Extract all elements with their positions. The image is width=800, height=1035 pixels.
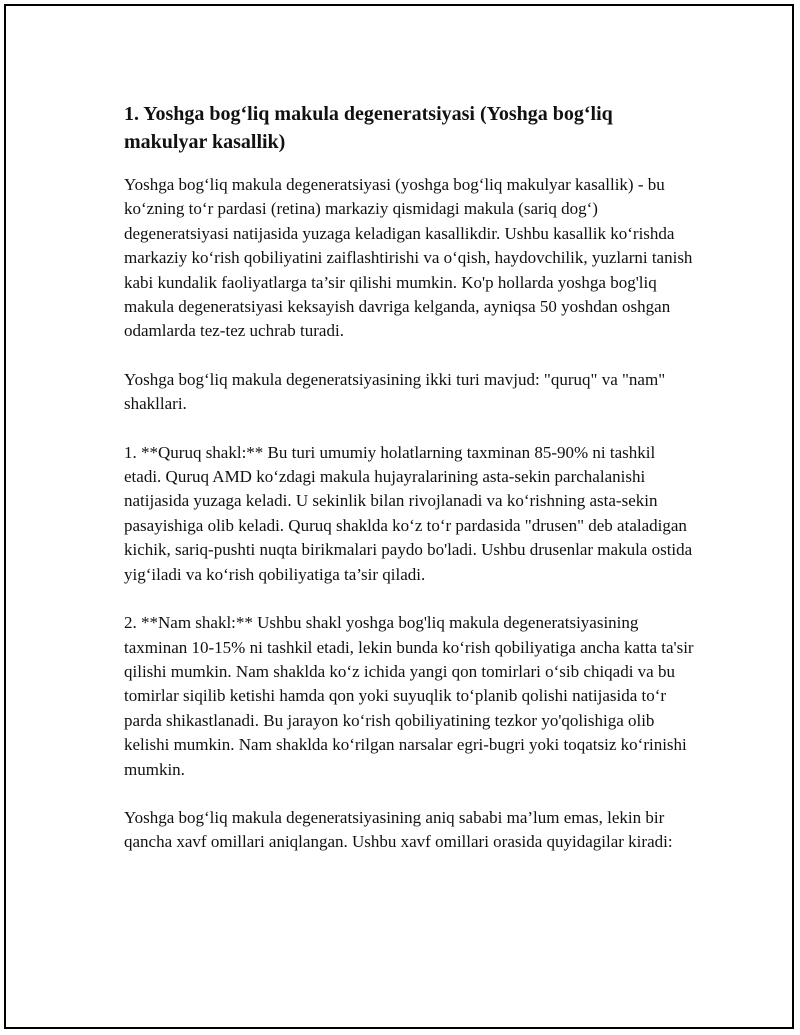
paragraph-dry-form: 1. **Quruq shakl:** Bu turi umumiy holatlarning taxminan 85-90% ni tashkil etadi. Quruq AMD ko‘zdagi makula hujayralarining asta-sekin parchalanishi natijasida yuzaga keladi. U sekinlik bilan rivojlanadi va ko‘rishning asta-sekin pasayishiga olib keladi. Quruq shaklda ko‘z to‘r pardasida "drusen" deb ataladigan kichik, sariq-pushti nuqta birikmalari paydo bo'ladi. Ushbu drusenlar makula ostida yig‘iladi va ko‘rish qobiliyatiga ta’sir qiladi. bbox=[124, 442, 693, 584]
paragraph-types: Yoshga bog‘liq makula degeneratsiyasining ikki turi mavjud: "quruq" va "nam" shakllari. bbox=[124, 369, 666, 414]
page-frame bbox=[4, 4, 794, 1029]
paragraph-intro: Yoshga bog‘liq makula degeneratsiyasi (yoshga bog‘liq makulyar kasallik) - bu ko‘zning to‘r pardasi (retina) markaziy qismidagi makula (sariq dog‘) degeneratsiyasi natijasida yuzaga keladigan kasallikdir. Ushbu kasallik ko‘rishda markaziy ko‘rish qobiliyatini zaiflashtirishi va o‘qish, haydovchilik, yuzlarni tanish kabi kundalik faoliyatlarga ta’sir qilishi mumkin. Ko'p hollarda yoshga bog'liq makula degeneratsiyasi keksayish davriga kelganda, ayniqsa 50 yoshdan oshgan odamlarda tez-tez uchrab turadi. bbox=[124, 175, 693, 341]
paragraph-risk-factors: Yoshga bog‘liq makula degeneratsiyasining aniq sababi ma’lum emas, lekin bir qancha xavf omillari aniqlangan. Ushbu xavf omillari orasida quyidagilar kiradi: bbox=[124, 807, 673, 852]
document-title: 1. Yoshga bog‘liq makula degeneratsiyasi (Yoshga bog‘liq makulyar kasallik) bbox=[124, 103, 613, 153]
paragraph-wet-form: 2. **Nam shakl:** Ushbu shakl yoshga bog'liq makula degeneratsiyasining taxminan 10-15% ni tashkil etadi, lekin bunda ko‘rish qobiliyatiga ancha katta ta'sir qilishi mumkin. Nam shaklda ko‘z ichida yangi qon tomirlari o‘sib chiqadi va bu tomirlar siqilib ketishi hamda qon yoki suyuqlik to‘planib qolishi natijasida to‘r parda shikastlanadi. Bu jarayon ko‘rish qobiliyatining tezkor yo'qolishiga olib kelishi mumkin. Nam shaklda ko‘rilgan narsalar egri-bugri yoki toqatsiz ko‘rinishi mumkin. bbox=[124, 613, 694, 779]
document-body bbox=[124, 100, 694, 855]
